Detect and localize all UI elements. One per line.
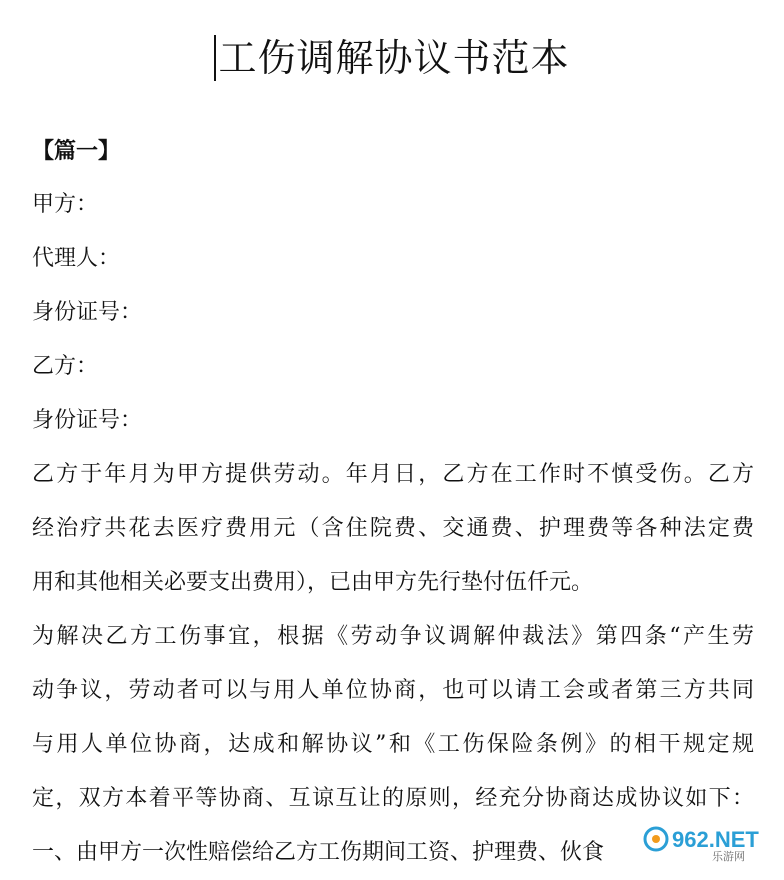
field-id-number-b: 身份证号： <box>32 408 143 433</box>
paragraph1-line1: 乙方于年月为甲方提供劳动。年月日，乙方在工作时不慎受伤。乙方 <box>32 462 754 487</box>
text-cursor <box>214 35 216 81</box>
field-id-number-a: 身份证号： <box>32 300 143 325</box>
section-heading: 【篇一】 <box>32 138 121 164</box>
paragraph3-line1: 一、由甲方一次性赔偿给乙方工伤期间工资、护理费、伙食 <box>32 840 605 865</box>
document-body <box>32 124 754 880</box>
watermark-logo <box>642 821 772 863</box>
paragraph2-line4: 定，双方本着平等协商、互谅互让的原则，经充分协商达成协议如下： <box>32 786 754 811</box>
field-agent: 代理人： <box>32 246 121 271</box>
paragraph1-line3: 用和其他相关必要支出费用），已由甲方先行垫付伍仟元。 <box>32 570 594 595</box>
paragraph1-line2: 经治疗共花去医疗费用元（含住院费、交通费、护理费等各种法定费 <box>32 516 754 541</box>
field-party-b: 乙方： <box>32 354 99 379</box>
paragraph2-line3: 与用人单位协商，达成和解协议”和《工伤保险条例》的相干规定规 <box>32 732 754 757</box>
document-title: 工伤调解协议书范本 <box>218 36 570 80</box>
watermark-text: 962.NET <box>672 827 759 852</box>
document-title-block <box>0 30 784 86</box>
field-party-a: 甲方： <box>32 192 99 217</box>
paragraph2-line2: 动争议，劳动者可以与用人单位协商，也可以请工会或者第三方共同 <box>32 678 754 703</box>
paragraph2-line1: 为解决乙方工伤事宜，根据《劳动争议调解仲裁法》第四条“产生劳 <box>32 624 754 649</box>
site-watermark <box>638 815 778 869</box>
watermark-subtext: 乐游网 <box>712 850 745 863</box>
